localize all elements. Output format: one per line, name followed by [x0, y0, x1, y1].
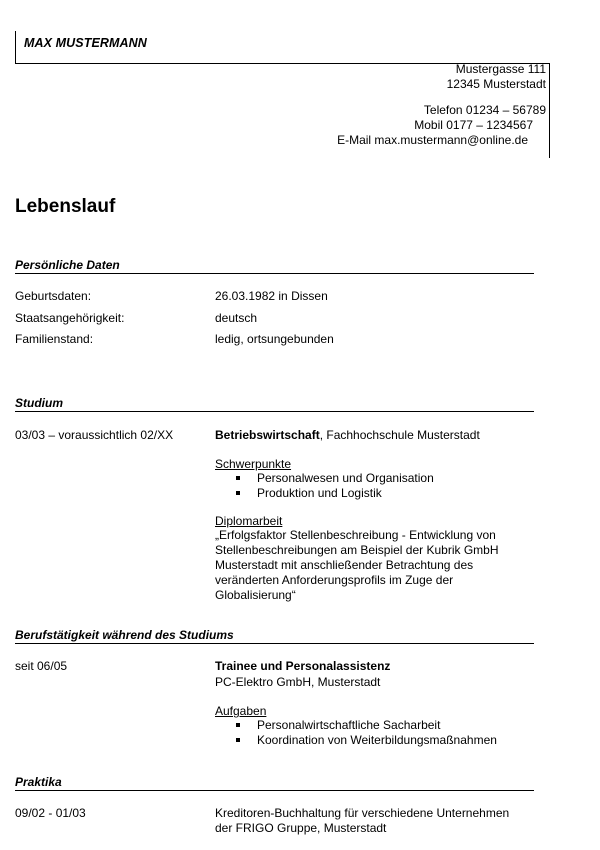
- page-title: Lebenslauf: [15, 196, 116, 217]
- bullet-icon: [236, 738, 240, 742]
- bullet-icon: [236, 476, 240, 480]
- section-heading-work: Berufstätigkeit während des Studiums: [15, 628, 534, 644]
- bullet-icon: [236, 723, 240, 727]
- personal-value: 26.03.1982 in Dissen: [215, 289, 328, 303]
- contact-email: E-Mail max.mustermann@online.de: [337, 133, 528, 147]
- studium-degree: [215, 428, 480, 442]
- address-street: Mustergasse 111: [455, 62, 546, 76]
- work-period: seit 06/05: [15, 659, 68, 673]
- address-city: 12345 Musterstadt: [446, 77, 546, 91]
- personal-label: Familienstand:: [15, 332, 94, 346]
- studium-subject: Betriebswirtschaft: [215, 428, 320, 442]
- contact-mobile: Mobil 0177 – 1234567: [414, 118, 533, 132]
- work-position: Trainee und Personalassistenz: [215, 659, 391, 673]
- personal-value: deutsch: [215, 311, 258, 325]
- list-item-text: Produktion und Logistik: [257, 486, 382, 500]
- work-company: PC-Elektro GmbH, Musterstadt: [215, 675, 381, 689]
- studium-period: 03/03 – voraussichtlich 02/XX: [15, 428, 174, 442]
- contact-phone: Telefon 01234 – 56789: [423, 103, 546, 117]
- thesis-text: „Erfolgsfaktor Stellenbeschreibung - Entwicklung von Stellenbeschreibungen am Beispiel der Kubrik GmbH Musterstadt mit anschließender Betrachtung des veränderten Anforderungsprofils im Zuge der Globalisierung“: [215, 528, 499, 602]
- praktika-description-line: der FRIGO Gruppe, Musterstadt: [215, 821, 387, 835]
- section-heading-personal: Persönliche Daten: [15, 258, 534, 274]
- tasks-label: Aufgaben: [215, 704, 267, 718]
- header-divider: [549, 63, 550, 158]
- personal-value: ledig, ortsungebunden: [215, 332, 334, 346]
- list-item-text: Personalwesen und Organisation: [257, 471, 434, 485]
- thesis-label: Diplomarbeit: [215, 514, 283, 528]
- studium-institution: , Fachhochschule Musterstadt: [319, 428, 480, 442]
- praktika-description-line: Kreditoren-Buchhaltung für verschiedene Unternehmen: [215, 806, 510, 820]
- section-heading-studium: Studium: [15, 396, 534, 412]
- section-heading-praktika: Praktika: [15, 775, 534, 791]
- bullet-icon: [236, 491, 240, 495]
- applicant-name: MAX MUSTERMANN: [24, 36, 147, 50]
- praktika-period: 09/02 - 01/03: [15, 806, 86, 820]
- personal-label: Staatsangehörigkeit:: [15, 311, 125, 325]
- list-item-text: Personalwirtschaftliche Sacharbeit: [257, 718, 441, 732]
- list-item-text: Koordination von Weiterbildungsmaßnahmen: [257, 733, 497, 747]
- focus-label: Schwerpunkte: [215, 457, 292, 471]
- personal-label: Geburtsdaten:: [15, 289, 92, 303]
